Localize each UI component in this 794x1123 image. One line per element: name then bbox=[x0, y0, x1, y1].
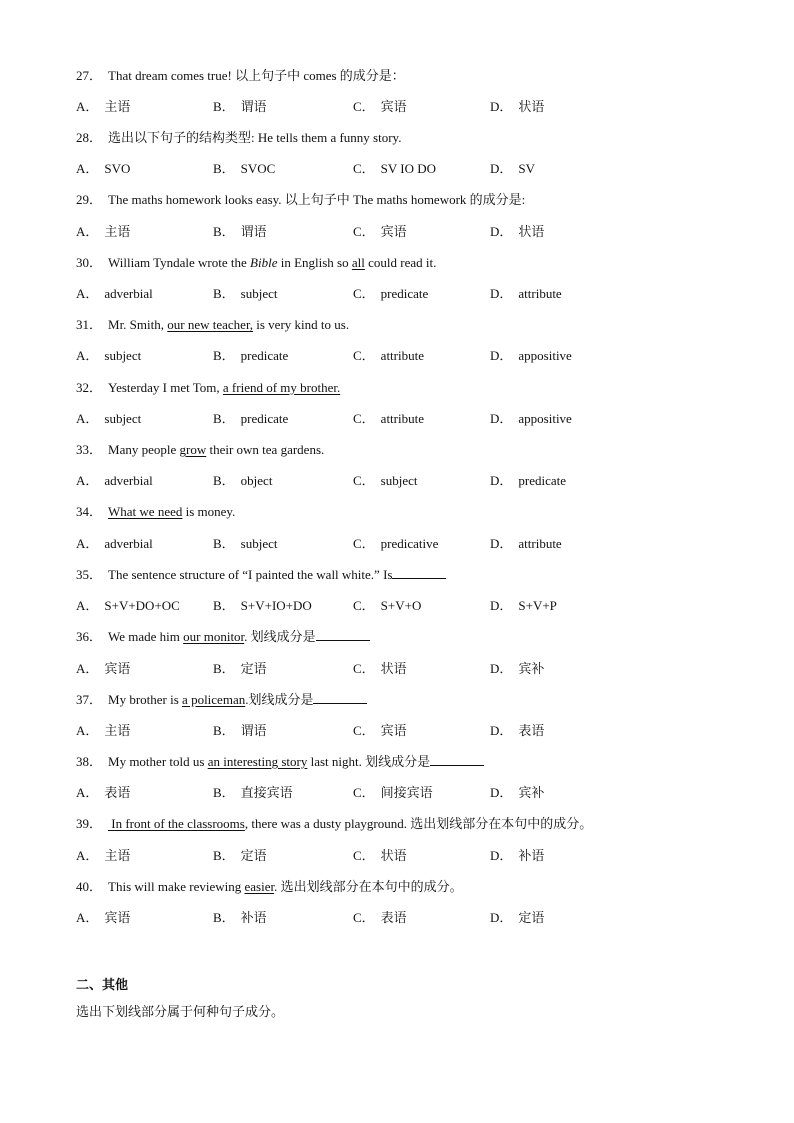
question-number: 27． bbox=[76, 68, 103, 83]
option-d[interactable]: D． 定语 bbox=[490, 910, 545, 925]
options-39 bbox=[76, 847, 716, 865]
question-36: 36． We made him our monitor. 划线成分是 bbox=[76, 628, 370, 646]
option-c[interactable]: C． 状语 bbox=[353, 848, 407, 863]
option-d[interactable]: D． 宾补 bbox=[490, 785, 545, 800]
option-b[interactable]: B． 直接宾语 bbox=[213, 785, 293, 800]
options-28 bbox=[76, 160, 716, 178]
question-34: 34． What we need is money. bbox=[76, 504, 236, 519]
options-35 bbox=[76, 597, 716, 615]
option-a[interactable]: A． S+V+DO+OC bbox=[76, 598, 180, 613]
underlined-part: grow bbox=[179, 442, 207, 457]
options-38 bbox=[76, 784, 716, 802]
options-32 bbox=[76, 410, 716, 428]
option-a[interactable]: A． subject bbox=[76, 411, 142, 426]
option-d[interactable]: D． 宾补 bbox=[490, 661, 545, 676]
question-35: 35． The sentence structure of “I painted the wall white.” Is bbox=[76, 566, 446, 584]
option-d[interactable]: D． SV bbox=[490, 161, 536, 176]
option-c[interactable]: C． 状语 bbox=[353, 661, 407, 676]
option-a[interactable]: A． 主语 bbox=[76, 723, 131, 738]
option-a[interactable]: A． subject bbox=[76, 348, 142, 363]
options-30 bbox=[76, 285, 716, 303]
section-instruction: 选出下划线部分属于何种句子成分。 bbox=[76, 1004, 285, 1019]
question-text: 选出以下句子的结构类型: He tells them a funny story. bbox=[108, 130, 402, 145]
options-36 bbox=[76, 660, 716, 678]
option-c[interactable]: C． SV IO DO bbox=[353, 161, 437, 176]
options-27 bbox=[76, 98, 716, 116]
option-c[interactable]: C． 间接宾语 bbox=[353, 785, 433, 800]
options-37 bbox=[76, 722, 716, 740]
underlined-part: all bbox=[351, 255, 365, 270]
question-text: The maths homework looks easy. 以上句子中 The maths homework 的成分是: bbox=[108, 192, 526, 207]
option-a[interactable]: A． 主语 bbox=[76, 99, 131, 114]
option-a[interactable]: A． adverbial bbox=[76, 286, 153, 301]
italic-title: Bible bbox=[250, 255, 278, 270]
answer-blank[interactable] bbox=[392, 566, 446, 579]
option-d[interactable]: D． S+V+P bbox=[490, 598, 557, 613]
underlined-part: easier bbox=[244, 879, 275, 894]
option-d[interactable]: D． 表语 bbox=[490, 723, 545, 738]
options-31 bbox=[76, 347, 716, 365]
option-b[interactable]: B． predicate bbox=[213, 348, 289, 363]
underlined-part: our new teacher, bbox=[167, 317, 254, 332]
option-c[interactable]: C． predicate bbox=[353, 286, 429, 301]
question-29: 29． The maths homework looks easy. 以上句子中 The maths homework 的成分是: bbox=[76, 192, 526, 207]
question-40: 40． This will make reviewing easier. 选出划线部分在本句中的成分。 bbox=[76, 879, 463, 894]
option-b[interactable]: B． object bbox=[213, 473, 273, 488]
option-c[interactable]: C． subject bbox=[353, 473, 418, 488]
option-c[interactable]: C． 宾语 bbox=[353, 99, 407, 114]
option-c[interactable]: C． 表语 bbox=[353, 910, 407, 925]
answer-blank[interactable] bbox=[430, 753, 484, 766]
underlined-part: our monitor bbox=[183, 629, 245, 644]
option-b[interactable]: B． 定语 bbox=[213, 848, 267, 863]
underlined-part: In front of the classrooms bbox=[108, 816, 245, 831]
question-39: 39． In front of the classrooms, there was a dusty playground. 选出划线部分在本句中的成分。 bbox=[76, 816, 593, 831]
option-c[interactable]: C． predicative bbox=[353, 536, 439, 551]
option-b[interactable]: B． 谓语 bbox=[213, 99, 267, 114]
question-30: 30． William Tyndale wrote the Bible in English so all could read it. bbox=[76, 255, 437, 270]
option-a[interactable]: A． adverbial bbox=[76, 473, 153, 488]
underlined-part: a policeman bbox=[182, 692, 246, 707]
underlined-part: an interesting story bbox=[207, 754, 308, 769]
question-32: 32． Yesterday I met Tom, a friend of my brother. bbox=[76, 380, 341, 395]
option-b[interactable]: B． subject bbox=[213, 536, 278, 551]
option-d[interactable]: D． attribute bbox=[490, 286, 562, 301]
option-b[interactable]: B． 谓语 bbox=[213, 224, 267, 239]
options-34 bbox=[76, 535, 716, 553]
option-d[interactable]: D． appositive bbox=[490, 348, 572, 363]
question-37: 37． My brother is a policeman.划线成分是 bbox=[76, 691, 367, 709]
option-c[interactable]: C． attribute bbox=[353, 348, 424, 363]
option-c[interactable]: C． 宾语 bbox=[353, 723, 407, 738]
option-b[interactable]: B． subject bbox=[213, 286, 278, 301]
underlined-part: What we need bbox=[108, 504, 183, 519]
option-d[interactable]: D． attribute bbox=[490, 536, 562, 551]
option-a[interactable]: A． adverbial bbox=[76, 536, 153, 551]
option-b[interactable]: B． predicate bbox=[213, 411, 289, 426]
option-a[interactable]: A． 主语 bbox=[76, 224, 131, 239]
option-d[interactable]: D． 状语 bbox=[490, 224, 545, 239]
option-c[interactable]: C． S+V+O bbox=[353, 598, 422, 613]
option-d[interactable]: D． predicate bbox=[490, 473, 567, 488]
option-a[interactable]: A． 宾语 bbox=[76, 910, 131, 925]
option-c[interactable]: C． attribute bbox=[353, 411, 424, 426]
option-b[interactable]: B． 谓语 bbox=[213, 723, 267, 738]
option-a[interactable]: A． 宾语 bbox=[76, 661, 131, 676]
options-29 bbox=[76, 223, 716, 241]
option-a[interactable]: A． 主语 bbox=[76, 848, 131, 863]
question-38: 38． My mother told us an interesting story last night. 划线成分是 bbox=[76, 753, 484, 771]
option-d[interactable]: D． 补语 bbox=[490, 848, 545, 863]
option-d[interactable]: D． appositive bbox=[490, 411, 572, 426]
option-a[interactable]: A． SVO bbox=[76, 161, 131, 176]
question-31: 31． Mr. Smith, our new teacher, is very kind to us. bbox=[76, 317, 350, 332]
option-b[interactable]: B． 定语 bbox=[213, 661, 267, 676]
question-text: That dream comes true! 以上句子中 comes 的成分是： bbox=[108, 68, 405, 83]
options-40 bbox=[76, 909, 716, 927]
option-d[interactable]: D． 状语 bbox=[490, 99, 545, 114]
options-33 bbox=[76, 472, 716, 490]
underlined-part: a friend of my brother. bbox=[222, 380, 341, 395]
section-title: 二、其他 bbox=[76, 977, 129, 992]
option-a[interactable]: A． 表语 bbox=[76, 785, 131, 800]
answer-blank[interactable] bbox=[316, 628, 370, 641]
option-b[interactable]: B． 补语 bbox=[213, 910, 267, 925]
question-28: 28． 选出以下句子的结构类型: He tells them a funny story. bbox=[76, 130, 402, 145]
option-c[interactable]: C． 宾语 bbox=[353, 224, 407, 239]
question-27 bbox=[76, 67, 405, 85]
option-b[interactable]: B． S+V+IO+DO bbox=[213, 598, 312, 613]
option-b[interactable]: B． SVOC bbox=[213, 161, 276, 176]
question-33: 33． Many people grow their own tea gardens. bbox=[76, 442, 325, 457]
answer-blank[interactable] bbox=[313, 691, 367, 704]
